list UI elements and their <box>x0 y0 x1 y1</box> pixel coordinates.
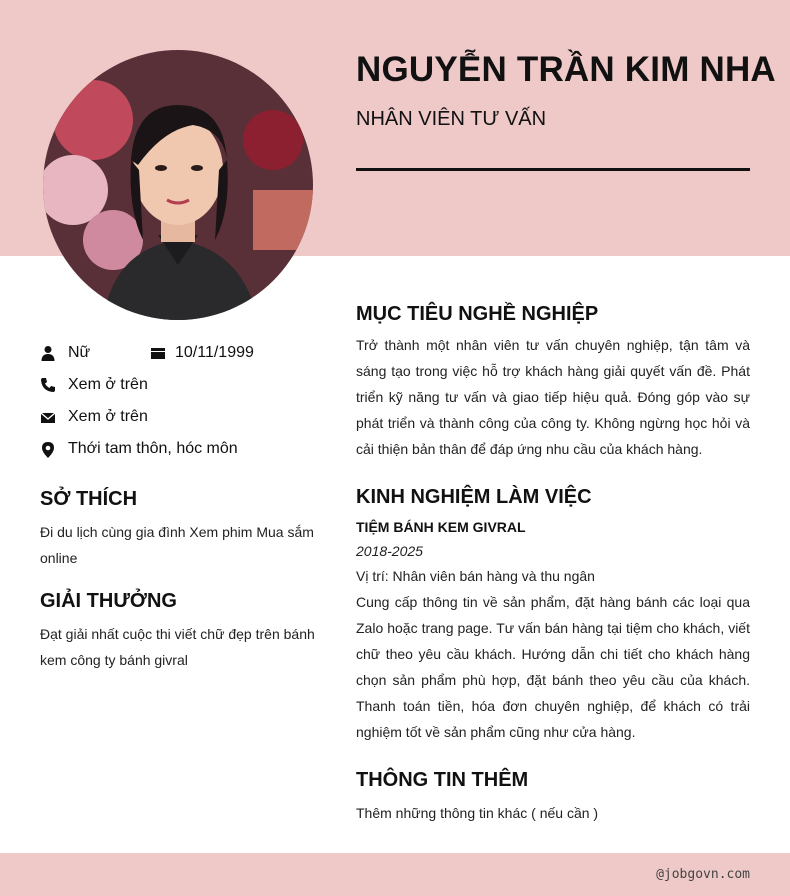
profile-photo <box>43 50 313 320</box>
calendar-icon <box>150 345 166 361</box>
email-row <box>40 407 148 427</box>
address-value: Thới tam thôn, hóc môn <box>68 440 238 457</box>
extra-info-text: Thêm những thông tin khác ( nếu cần ) <box>356 805 599 821</box>
mail-icon <box>40 409 56 425</box>
experience-description: Cung cấp thông tin về sản phẩm, đặt hàng bánh các loại qua Zalo hoặc trang page. Tư vấn bán hàng tại tiệm cho khách, viết chữ theo yêu cầu khách. Hướng dẫn chi tiết cho khách hàng chọn sản phẩm phù hợp, đặt bánh theo yêu cầu của khách. Thanh toán tiền, hóa đơn chuyên nghiệp, để khách có trải nghiệm tốt về sản phẩm cũng như cửa hàng. <box>356 594 750 740</box>
work-period: 2018-2025 <box>356 543 423 559</box>
birthdate-row <box>150 343 254 363</box>
hobbies-text: Đi du lịch cùng gia đình Xem phim Mua sắm online <box>40 524 314 566</box>
location-pin-icon <box>40 441 56 457</box>
gender-value: Nữ <box>68 344 91 361</box>
candidate-name: NGUYỄN TRẦN KIM NHA <box>356 50 776 89</box>
footer-credit: @jobgovn.com <box>656 867 750 882</box>
phone-row <box>40 375 148 395</box>
job-title: NHÂN VIÊN TƯ VẤN <box>356 108 547 130</box>
work-position: Vị trí: Nhân viên bán hàng và thu ngân <box>356 568 595 584</box>
phone-icon <box>40 377 56 393</box>
objective-heading: MỤC TIÊU NGHỀ NGHIỆP <box>356 303 599 325</box>
birthdate-value: 10/11/1999 <box>175 344 254 361</box>
gender-row <box>40 343 90 363</box>
extra-info-heading: THÔNG TIN THÊM <box>356 769 529 791</box>
company-name: TIỆM BÁNH KEM GIVRAL <box>356 519 526 535</box>
address-row <box>40 439 238 459</box>
hobbies-heading: SỞ THÍCH <box>40 488 138 510</box>
objective-text: Trở thành một nhân viên tư vấn chuyên nghiệp, tận tâm và sáng tạo trong việc hỗ trợ khách hàng giải quyết vấn đề. Phát triển kỹ năng tư vấn và giao tiếp hiệu quả. Đóng góp vào sự phát triển và thành công của công ty. Không ngừng học hỏi và cải thiện bản thân để đáp ứng nhu cầu của khách hàng. <box>356 337 750 457</box>
title-divider <box>356 168 750 171</box>
person-icon <box>40 345 56 361</box>
awards-heading: GIẢI THƯỞNG <box>40 590 177 612</box>
email-value: Xem ở trên <box>68 408 148 425</box>
phone-value: Xem ở trên <box>68 376 148 393</box>
experience-heading: KINH NGHIỆM LÀM VIỆC <box>356 486 592 508</box>
awards-text: Đạt giải nhất cuộc thi viết chữ đẹp trên bánh kem công ty bánh givral <box>40 626 315 668</box>
